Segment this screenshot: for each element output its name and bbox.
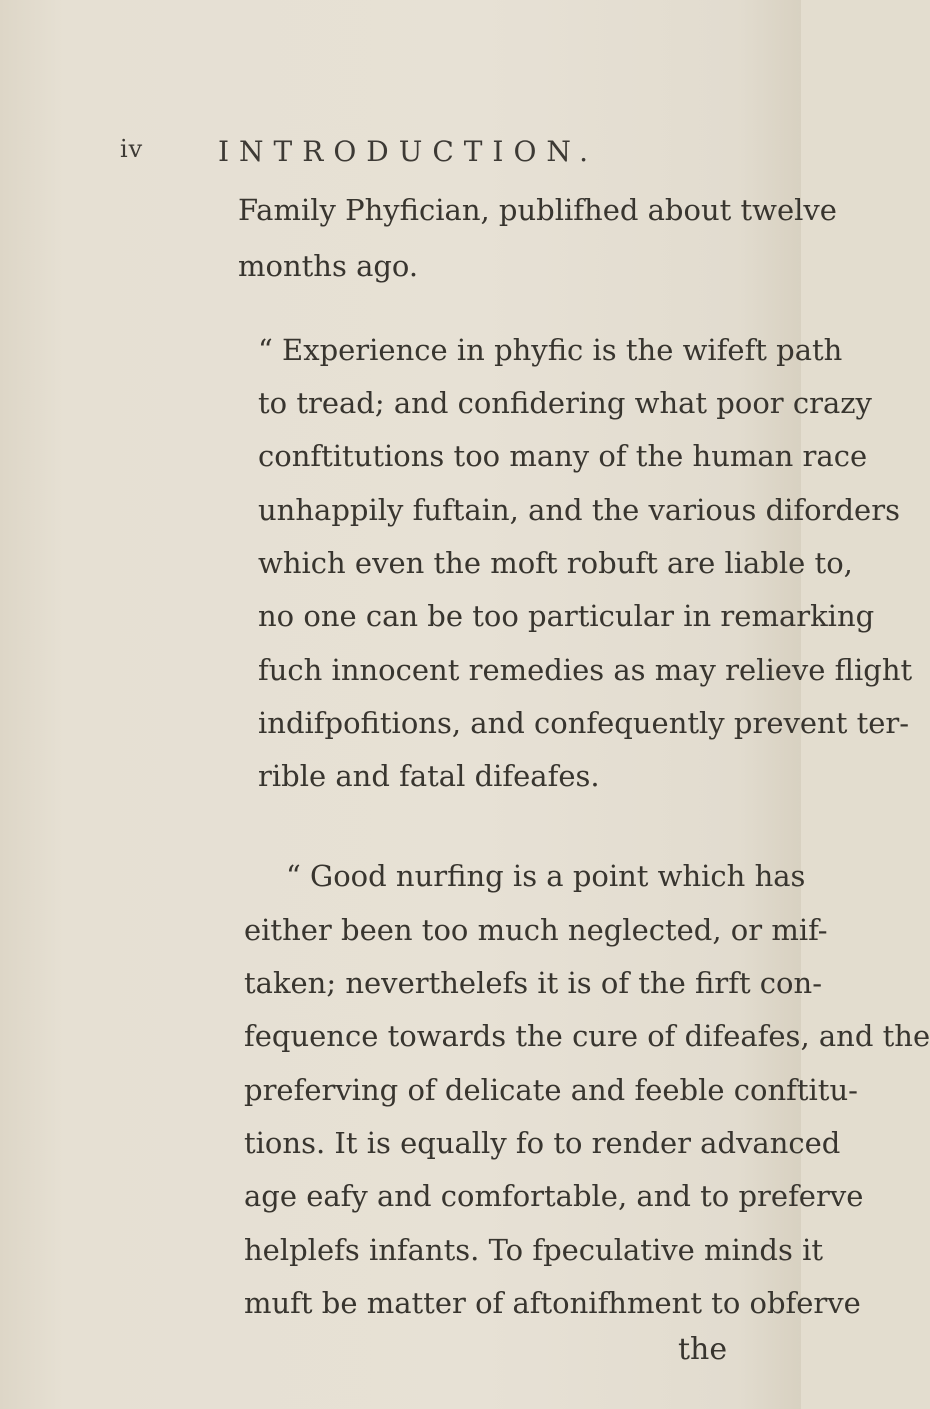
catchword: the (678, 1332, 728, 1367)
quote-2-line-9: muft be matter of aftonifhment to obferve (244, 1286, 861, 1320)
page-header (120, 135, 680, 175)
quote-1-line-4: unhappily fuftain, and the various diforders (258, 493, 900, 527)
page-number: iv (120, 135, 144, 163)
quote-2-line-3: taken; neverthelefs it is of the firft con- (244, 966, 822, 1000)
quote-2-line-8: helplefs infants. To fpeculative minds it (244, 1233, 824, 1267)
quote-1-line-8: indifpofitions, and confequently prevent ter- (258, 706, 910, 740)
quote-2-line-1: “ Good nurfing is a point which has (286, 859, 806, 893)
quote-1-line-9: rible and fatal difeafes. (258, 759, 600, 793)
quote-1-line-3: conftitutions too many of the human race (258, 439, 868, 473)
quote-1-line-7: fuch innocent remedies as may relieve flight (258, 653, 913, 687)
quote-2-line-4: fequence towards the cure of difeafes, and the (244, 1019, 930, 1053)
quote-2-line-2: either been too much neglected, or mif- (244, 913, 828, 947)
quote-1-line-1: “ Experience in phyfic is the wifeft path (258, 333, 843, 367)
quote-2-line-7: age eafy and comfortable, and to preferve (244, 1179, 864, 1213)
quote-2-line-5: preferving of delicate and feeble conftitu- (244, 1073, 858, 1107)
quote-2-line-6: tions. It is equally fo to render advanced (244, 1126, 841, 1160)
running-title: INTRODUCTION. (218, 135, 599, 168)
text-line-2: months ago. (238, 249, 419, 283)
text-line-1: Family Phyfician, publifhed about twelve (238, 193, 837, 227)
quote-1-line-6: no one can be too particular in remarking (258, 599, 875, 633)
quote-1-line-2: to tread; and confidering what poor crazy (258, 386, 872, 420)
quote-1-line-5: which even the moft robuft are liable to, (258, 546, 853, 580)
